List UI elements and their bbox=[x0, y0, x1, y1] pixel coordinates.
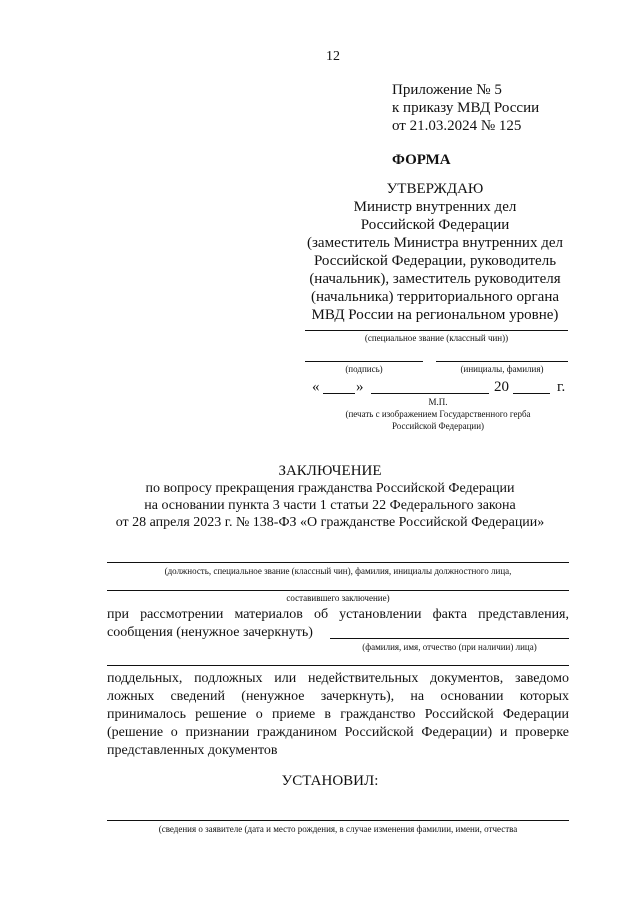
initials-line bbox=[436, 361, 568, 362]
appendix-line-2: к приказу МВД России bbox=[392, 100, 540, 116]
paragraph-line-3: принималось решение о приеме в гражданство Российской Федерации bbox=[107, 707, 569, 722]
conclusion-subtitle-2: на основании пункта 3 части 1 статьи 22 Федерального закона bbox=[144, 498, 516, 513]
paragraph-line-2: ложных сведений (ненужное зачеркнуть), на основании которых bbox=[107, 689, 569, 704]
established-heading: УСТАНОВИЛ: bbox=[281, 773, 379, 789]
conclusion-subtitle-1: по вопросу прекращения гражданства Российской Федерации bbox=[145, 481, 515, 496]
signature-caption: (подпись) bbox=[345, 364, 383, 374]
date-month-line bbox=[371, 393, 489, 394]
date-day-line bbox=[323, 393, 355, 394]
year-prefix: 20 bbox=[494, 379, 509, 395]
official-caption-2: составившего заключение) bbox=[286, 593, 390, 603]
approval-title: УТВЕРЖДАЮ bbox=[386, 181, 484, 197]
stamp-caption-2: Российской Федерации) bbox=[391, 421, 485, 431]
approval-line-7: МВД России на региональном уровне) bbox=[311, 307, 559, 323]
conclusion-title: ЗАКЛЮЧЕНИЕ bbox=[278, 463, 382, 479]
person-line bbox=[330, 638, 569, 639]
approval-line-5: (начальник), заместитель руководителя bbox=[309, 271, 561, 287]
official-line-2 bbox=[107, 590, 569, 591]
stamp-caption-1: (печать с изображением Государственного герба bbox=[345, 409, 531, 419]
page-number: 12 bbox=[326, 49, 340, 64]
person-line-2 bbox=[107, 665, 569, 666]
year-suffix: г. bbox=[557, 379, 566, 395]
date-open-quote: « bbox=[312, 379, 320, 395]
official-caption: (должность, специальное звание (классный чин), фамилия, инициалы должностного лица, bbox=[164, 566, 512, 576]
approval-line-4: Российской Федерации, руководитель bbox=[313, 253, 557, 269]
date-year-line bbox=[513, 393, 550, 394]
applicant-caption: (сведения о заявителе (дата и место рождения, в случае изменения фамилии, имени, отчества bbox=[158, 824, 518, 834]
approval-line-2: Российской Федерации bbox=[360, 217, 510, 233]
initials-caption: (инициалы, фамилия) bbox=[460, 364, 544, 374]
approval-line-1: Министр внутренних дел bbox=[353, 199, 517, 215]
stamp-label: М.П. bbox=[428, 397, 448, 407]
rank-line bbox=[305, 330, 568, 331]
form-label: ФОРМА bbox=[392, 152, 451, 168]
body-line-2: сообщения (ненужное зачеркнуть) bbox=[107, 625, 313, 640]
person-caption: (фамилия, имя, отчество (при наличии) лица) bbox=[362, 642, 537, 652]
paragraph-line-1: поддельных, подложных или недействительных документов, заведомо bbox=[107, 671, 569, 686]
applicant-line bbox=[107, 820, 569, 821]
appendix-line-3: от 21.03.2024 № 125 bbox=[392, 118, 522, 134]
body-line-1: при рассмотрении материалов об установлении факта представления, bbox=[107, 607, 569, 622]
rank-caption: (специальное звание (классный чин)) bbox=[364, 333, 509, 343]
official-line bbox=[107, 562, 569, 563]
approval-line-3: (заместитель Министра внутренних дел bbox=[307, 235, 563, 251]
paragraph-line-5: представленных документов bbox=[107, 743, 278, 758]
paragraph-line-4: (решение о признании гражданином Российской Федерации) и проверке bbox=[107, 725, 569, 740]
signature-line bbox=[305, 361, 423, 362]
conclusion-subtitle-3: от 28 апреля 2023 г. № 138-ФЗ «О гражданстве Российской Федерации» bbox=[115, 515, 545, 530]
date-close-quote: » bbox=[356, 379, 364, 395]
appendix-line-1: Приложение № 5 bbox=[392, 82, 502, 98]
approval-line-6: (начальника) территориального органа bbox=[310, 289, 560, 305]
